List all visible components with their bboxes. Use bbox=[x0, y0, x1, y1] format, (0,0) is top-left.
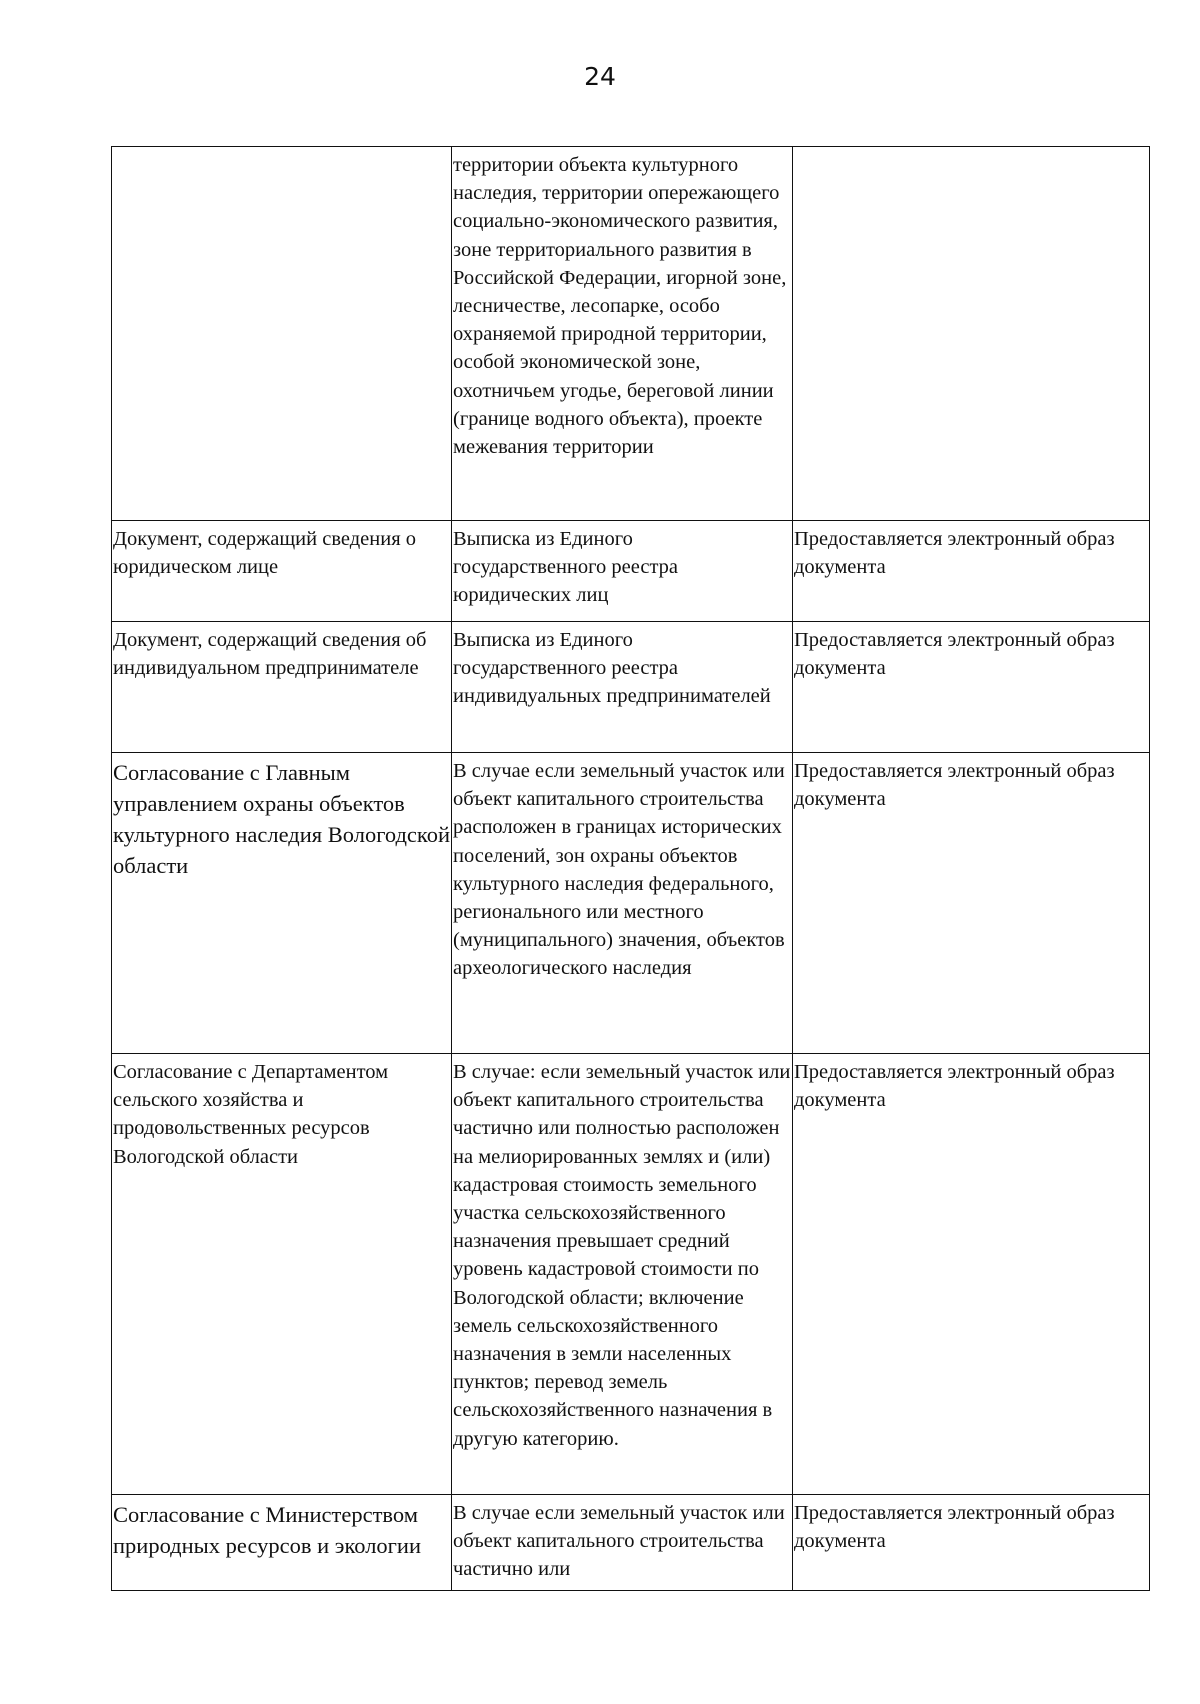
condition-cell bbox=[452, 622, 793, 753]
document-cell bbox=[112, 147, 452, 521]
condition-cell bbox=[452, 753, 793, 1054]
condition-text: Выписка из Единого государственного реестра индивидуальных предпринимателей bbox=[453, 629, 771, 708]
condition-text: В случае если земельный участок или объект капитального строительства частично или bbox=[453, 1502, 785, 1581]
format-cell bbox=[793, 753, 1150, 1054]
format-text: Предоставляется электронный образ документа bbox=[794, 760, 1115, 811]
condition-text: В случае: если земельный участок или объект капитального строительства частично или полностью расположен на мелиорированных землях и (или) кадастровая стоимость земельного участка сельскохозяйственного назначения превышает средний уровень кадастровой стоимости по Вологодской области; включение земель сельскохозяйственного назначения в земли населенных пунктов; перевод земель сельскохозяйственного назначения в другую категорию. bbox=[453, 1061, 791, 1450]
document-text: Согласование с Министерством природных ресурсов и экологии bbox=[113, 1502, 421, 1558]
format-cell bbox=[793, 622, 1150, 753]
document-text: Согласование с Департаментом сельского хозяйства и продовольственных ресурсов Вологодской области bbox=[113, 1061, 389, 1168]
document-text: Документ, содержащий сведения о юридическом лице bbox=[113, 528, 417, 579]
requirements-table bbox=[111, 146, 1150, 1591]
condition-text: Выписка из Единого государственного реестра юридических лиц bbox=[453, 528, 679, 607]
table-row bbox=[112, 147, 1150, 521]
condition-cell bbox=[452, 1054, 793, 1495]
document-cell bbox=[112, 521, 452, 622]
condition-text: В случае если земельный участок или объект капитального строительства расположен в границах исторических поселений, зон охраны объектов культурного наследия федерального, регионального или местного (муниципального) значения, объектов археологического наследия bbox=[453, 760, 785, 980]
condition-cell bbox=[452, 1495, 793, 1591]
condition-cell bbox=[452, 521, 793, 622]
table-row bbox=[112, 521, 1150, 622]
format-text: Предоставляется электронный образ документа bbox=[794, 1061, 1115, 1112]
page-number: 24 bbox=[584, 62, 616, 91]
condition-cell bbox=[452, 147, 793, 521]
format-cell bbox=[793, 1495, 1150, 1591]
document-cell bbox=[112, 622, 452, 753]
condition-text: территории объекта культурного наследия, территории опережающего социально-экономического развития, зоне территориального развития в Российской Федерации, игорной зоне, лесничестве, лесопарке, особо охраняемой природной территории, особой экономической зоне, охотничьем угодье, береговой линии (границе водного объекта), проекте межевания территории bbox=[453, 154, 787, 459]
document-text: Согласование с Главным управлением охраны объектов культурного наследия Вологодской области bbox=[113, 760, 450, 878]
format-cell bbox=[793, 1054, 1150, 1495]
document-cell bbox=[112, 753, 452, 1054]
table-row bbox=[112, 622, 1150, 753]
format-cell bbox=[793, 147, 1150, 521]
format-cell bbox=[793, 521, 1150, 622]
table-row bbox=[112, 1054, 1150, 1495]
document-cell bbox=[112, 1495, 452, 1591]
format-text: Предоставляется электронный образ документа bbox=[794, 528, 1115, 579]
format-text: Предоставляется электронный образ документа bbox=[794, 1502, 1115, 1553]
format-text: Предоставляется электронный образ документа bbox=[794, 629, 1115, 680]
document-text: Документ, содержащий сведения об индивидуальном предпринимателе bbox=[113, 629, 427, 680]
table-row bbox=[112, 1495, 1150, 1591]
table-row bbox=[112, 753, 1150, 1054]
document-cell bbox=[112, 1054, 452, 1495]
